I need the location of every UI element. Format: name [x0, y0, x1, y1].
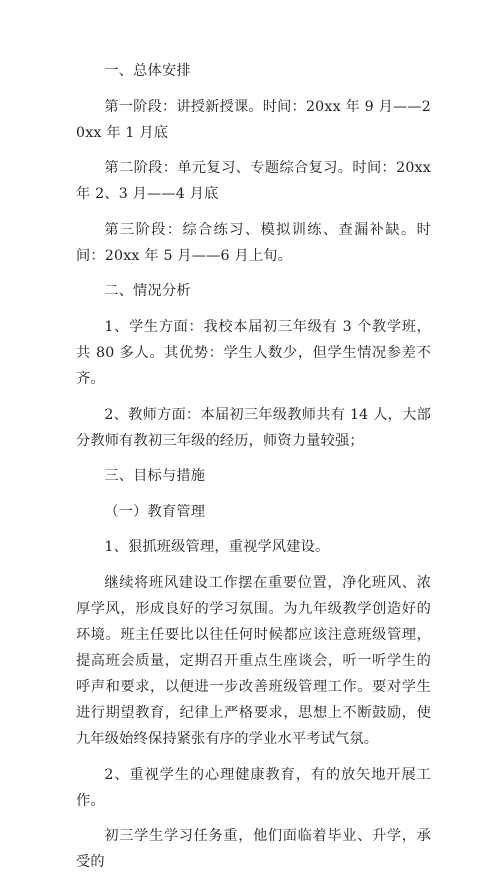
- section-heading-overall-plan: 一、总体安排: [104, 63, 191, 79]
- stage-three-paragraph: 第三阶段：综合练习、模拟训练、查漏补缺。时间：20xx 年 5 月——6 月上旬。: [76, 221, 431, 264]
- section-heading-situation-analysis: 二、情况分析: [104, 283, 191, 300]
- mental-health-paragraph: 初三学生学习任务重，他们面临着毕业、升学，承受的: [76, 828, 431, 871]
- stage-two-paragraph: 第二阶段：单元复习、专题综合复习。时间：20xx 年 2、3 月——4 月底: [76, 160, 431, 203]
- stage-one-paragraph: 第一阶段：讲授新授课。时间：20xx 年 9 月——20xx 年 1 月底: [76, 98, 431, 141]
- subsection-heading-education-management: （一）教育管理: [104, 503, 206, 520]
- teachers-paragraph: 2、教师方面：本届初三年级教师共有 14 人，大部分教师有教初三年级的经历，师资力量较强；: [76, 406, 431, 449]
- document-body: [76, 58, 431, 885]
- item-mental-health: 2、重视学生的心理健康教育，有的放矢地开展工作。: [76, 766, 431, 809]
- class-management-paragraph: 继续将班风建设工作摆在重要位置，净化班风、浓厚学风，形成良好的学习氛围。为九年级教学创造好的环境。班主任要比以往任何时候都应该注意班级管理，提高班会质量，定期召开重点生座谈会，听一听学生的呼声和要求，以便进一步改善班级管理工作。要对学生进行期望教育，纪律上严格要求，思想上不断鼓励，使九年级始终保持紧张有序的学业水平考试气氛。: [76, 574, 431, 747]
- students-paragraph: 1、学生方面：我校本届初三年级有 3 个教学班，共 80 多人。其优势：学生人数少，但学生情况参差不齐。: [76, 318, 431, 387]
- item-class-management: 1、狠抓班级管理，重视学风建设。: [104, 539, 330, 556]
- section-heading-goals-measures: 三、目标与措施: [104, 468, 206, 485]
